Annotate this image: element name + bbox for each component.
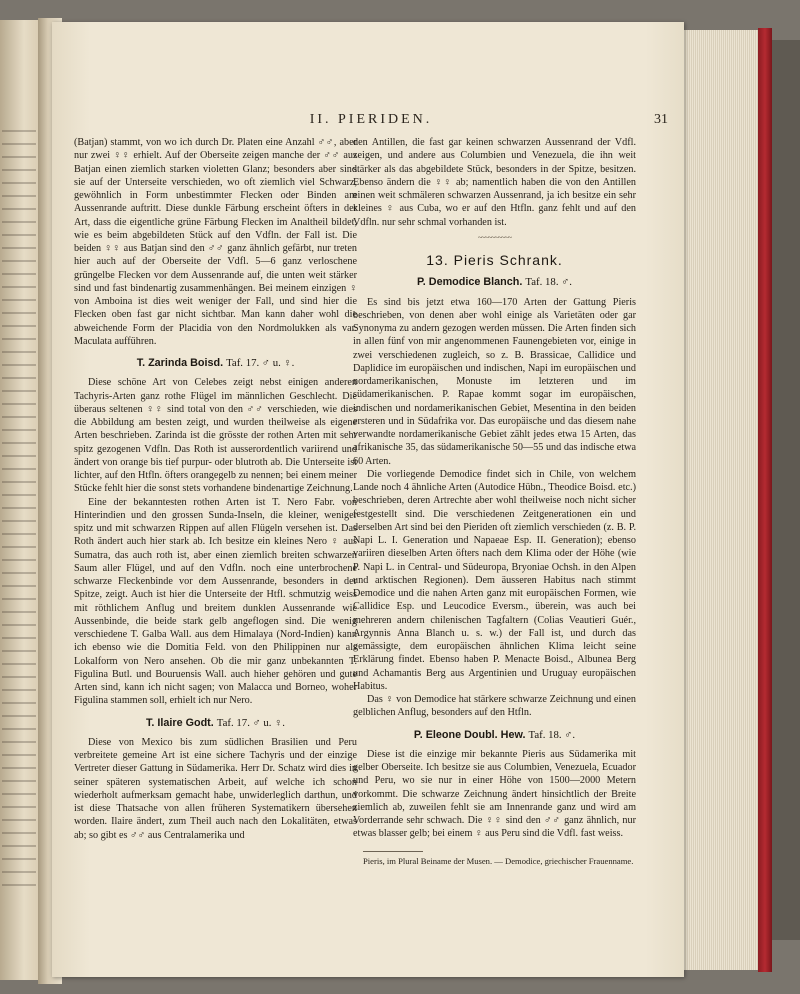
plate-reference: Taf. 17. ♂ u. ♀. xyxy=(226,357,295,369)
paragraph: Diese von Mexico bis zum südlichen Brasilien und Peru verbreitete gemeine Art ist eine sichere Tachyris und der einzige Vertreter dieser Gattung in Südamerika. Herr Dr. Schatz wird dies in seiner späteren systematischen Arbeit, auf welche ich schon wiederholt aufmerksam gemacht habe, unwiderleglich darthun, und ist diese Thatsache von allen früheren Systematikern übersehen worden. Ilaire ändert, zum Theil auch nach den Lokalitäten, etwas ab; so gibt es ♂♂ aus Centralamerika und xyxy=(74,736,357,841)
right-column xyxy=(353,136,636,867)
paragraph: Diese ist die einzige mir bekannte Pieris aus Südamerika mit gelber Oberseite. Ich besitze sie aus Columbien, Venezuela, Ecuador und Peru, wo sie nur in einer Höhe von 1500—2000 Metern vorkommt. Die schwarze Zeichnung ändert hinsichtlich der Breite ziemlich ab, zuweilen fehlt sie am Innenrande ganz und wird am Vorderrande sehr schwach. Die ♀♀ sind den ♂♂ ganz ähnlich, nur etwas blasser gelb; bei einem ♀ aus Peru sind die Vdfl. fast weiss. xyxy=(353,748,636,840)
genus-section-title: 13. Pieris Schrank. xyxy=(426,252,563,268)
species-heading xyxy=(74,357,357,370)
plate-reference: Taf. 18. ♂. xyxy=(525,276,573,289)
paragraph: (Batjan) stammt, von wo ich durch Dr. Platen eine Anzahl ♂♂, aber nur zwei ♀♀ erhielt. Auf der Oberseite zeigen manche der ♂♂ aus Batjan einen ziemlich starken violetten Glanz; besonders aber sind sie auf der Unterseite verschieden, wo oft ziemlich viel Schwarz, gewöhnlich in Form unbestimmter Flecken oder Binden am Aussenrande auftritt. Diese dunkle Färbung erscheint öfters in der Art, dass die eigentliche grüne Färbung Flecken im Analtheil bildet, wie es beim abgebildeten Stück auf den Vdfln. der Fall ist. Die beiden ♀♀ aus Batjan sind den ♂♂ ganz ähnlich gefärbt, nur treten hier auch auf der Oberseite der Vdfl. 5—6 ganz verloschene grüngelbe Flecken vor dem Aussenrande auf, die unten weit stärker sind und fast bindenartig zusammenhängen. Bei meinem einzigen ♀ von Amboina ist dies weit weniger der Fall, und sind hier die Flecken oben fast gar nicht sichtbar. Man kann daher wohl die abweichende Form der Placidia von den Nordmolukken als var. Maculata aufführen. xyxy=(74,137,357,347)
plate-reference: Taf. 18. ♂. xyxy=(528,728,576,741)
paragraph: Das ♀ von Demodice hat stärkere schwarze Zeichnung und einen gelblichen Anflug, besonders auf den Htfln. xyxy=(353,694,636,719)
book-cover xyxy=(772,40,800,940)
species-name: T. Ilaire Godt. xyxy=(145,716,214,729)
species-name: T. Zarinda Boisd. xyxy=(136,357,224,369)
facing-page-text-ghost xyxy=(2,130,36,890)
book-page xyxy=(52,22,684,977)
paragraph: Die vorliegende Demodice findet sich in Chile, von welchem Lande noch 4 ähnliche Arten (Autodice Hübn., Theodice Boisd. etc.) beschrieben, deren Artrechte aber wohl theilweise noch nicht sicher festgestellt sind. Die verschiedenen Zeitgenerationen ein und derselben Art sind bei den Pieriden oft ziemlich verschieden (z. B. P. Napi L. I. Generation und Napaeae Esp. II. Generation); ebenso variiren dieselben Arten öfters nach dem Klima oder der Höhe (wie P. Napi L. in Central- und Südeuropa, Bryoniae Ochsh. in den Alpen und arktischen Regionen). Dem äusseren Habitus nach stimmt Demodice und die nahen Arten ganz mit europäischen Formen, wie Callidice Esp. und Leucodice Eversm., überein, was auch bei mehreren andern chilenischen Tagfaltern (Colias Veautieri Guér., Argynnis Anna Blanch u. s. w.) der Fall ist, und durch das gemässigte, dem europäischen ähnlichen Klima leicht seine Erklärung findet. Ebenso haben P. Menacte Boisd., Albunea Berg und Achamantis Berg aus Argentinien und Uruguay europäischen Habitus. xyxy=(353,468,636,692)
species-name: P. Demodice Blanch. xyxy=(416,276,523,289)
species-heading xyxy=(353,276,636,289)
left-column xyxy=(74,136,357,842)
species-heading xyxy=(353,729,636,742)
paragraph: Diese schöne Art von Celebes zeigt nebst einigen anderen Tachyris-Arten ganz rothe Flügel im männlichen Geschlecht. Die überaus seltenen ♀♀ sind total von den ♂♂ verschieden, wie dies die Abbildung am besten zeigt, und wurden theilweise als eigene Arten beschrieben. Zarinda ist die grösste der rothen Arten mit sehr spitz gezogenen Vdfln. Das Roth ist ausserordentlich variirend und ändert von orange bis tief purpur- oder blutroth ab. Die Unterseite ist lichter, auf den Htfln. öfters orangegelb zu nennen; bei einem meiner Stücke fehlt hier die sonst stets vorhandene bindenartige Zeichnung. xyxy=(74,377,357,495)
footnote: Pieris, im Plural Beiname der Musen. — Demodice, griechischer Frauenname. xyxy=(363,855,634,866)
footnote-rule xyxy=(363,851,423,852)
species-name: P. Eleone Doubl. Hew. xyxy=(413,728,526,741)
page-block-edges xyxy=(684,30,758,970)
ornamental-divider: ~~~~~~~~~~ xyxy=(477,232,512,242)
paragraph: Es sind bis jetzt etwa 160—170 Arten der Gattung Pieris beschrieben, von denen aber wohl einige als Varietäten oder gar Synonyma zu andern gezogen werden müssen. Die Arten finden sich in allen fünf von mir angenommenen Faunengebieten vor, einige in zwei verschiedenen zugleich, so z. B. Brassicae, Callidice und Daplidice im europäischen und indischen, Napi im europäischen und nordamerikanischen, Monuste im letzteren und im südamerikanischen. P. Rapae kommt sogar im europäischen, indischen und nordamerikanischen Gebiet, Mesentina in den beiden ersteren und in Südafrika vor. Das europäische und das diesem nahe verwandte nordamerikanische Gebiet zählt jedes etwa 15 Arten, das afrikanische 35, das südamerikanische 50—55 und das indische etwa 60 Arten. xyxy=(353,296,636,467)
species-heading xyxy=(74,717,357,730)
paragraph: Eine der bekanntesten rothen Arten ist T. Nero Fabr. von Hinterindien und den grossen Sunda-Inseln, die kleiner, weniger spitz und mit schwarzen Rippen auf allen Flügeln versehen ist. Das Roth ändert auch hier stark ab. Ich besitze ein kleines Nero ♀ aus Sumatra, das auch roth ist, aber einen ziemlich breiten schwarzen Saum aller Flügel, und auf den Vdfln. noch eine unterbrochene schwarze Fleckenbinde vor dem Aussenrande, besonders in der Spitze, zeigt. Auch ist hier die Unterseite der Htfl. schmutzig weiss mit röthlichem Anflug und breitem dunklen Aussenrande wie Aussenbinde, die beide stark gelb angeflogen sind. Die wenig verschiedene T. Galba Wall. aus dem Himalaya (Nord-Indien) kann ich ebenso wie die Domitia Feld. von den Philippinen nur als Lokalform von Nero ansehen. Ob die mir ganz unbekannten T. Figulina Butl. und Bouruensis Wall. auch hieher gehören und gute Arten sind, kann ich nicht sagen; von Malacca und Borneo, woher Figulina stammen soll, erhielt ich nur Nero. xyxy=(74,496,357,707)
paragraph: den Antillen, die fast gar keinen schwarzen Aussenrand der Vdfl. zeigen, und andere aus Columbien und Venezuela, die ihn weit stärker als das abgebildete Stück, besonders in der Spitze, besitzen. Ebenso ändern die ♀♀ ab; namentlich haben die von den Antillen einen weit schmäleren schwarzen Aussenrand, ja ich besitze ein sehr kleines ♀ aus Cuba, wo er auf den Htfln. ganz fehlt und auf den Vdfln. nur sehr schmal vorhanden ist. xyxy=(353,137,636,228)
red-binding-edge xyxy=(758,28,772,972)
page-header xyxy=(74,112,668,132)
plate-reference: Taf. 17. ♂ u. ♀. xyxy=(216,716,285,729)
page-number: 31 xyxy=(654,112,668,127)
running-head: II. PIERIDEN. xyxy=(309,112,433,127)
facing-page-edge xyxy=(0,20,40,980)
